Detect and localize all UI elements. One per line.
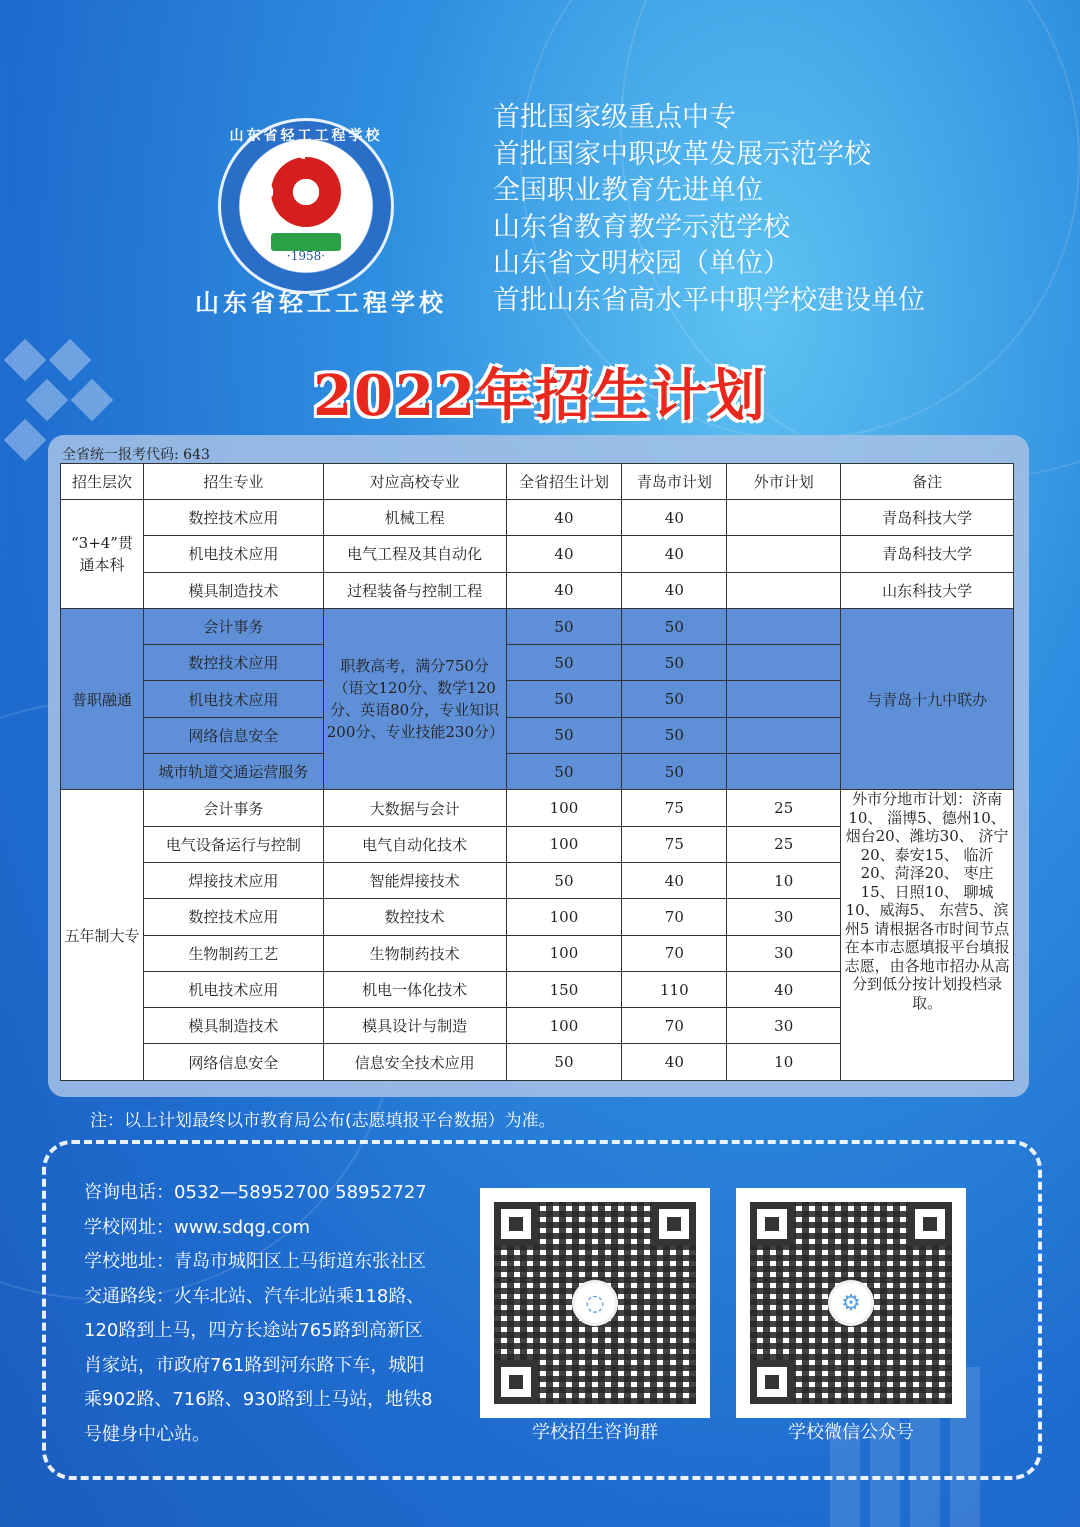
- major-cell: 会计事务: [143, 608, 323, 644]
- major-cell: 模具制造技术: [143, 572, 323, 608]
- level-cell: 五年制大专: [61, 790, 144, 1080]
- qr-finder: [750, 1360, 794, 1404]
- honor-item: 全国职业教育先进单位: [493, 175, 763, 206]
- table-row: [61, 536, 1014, 572]
- table-header-row: [61, 464, 1014, 500]
- contact-route: 交通路线：火车北站、汽车北站乘118路、: [84, 1285, 425, 1307]
- province-cell: 100: [506, 935, 622, 971]
- table-row: [61, 608, 1014, 644]
- qingdao-cell: 50: [622, 681, 727, 717]
- qr-finder: [652, 1202, 696, 1246]
- level-cell: 普职融通: [61, 608, 144, 789]
- qingdao-cell: 40: [622, 536, 727, 572]
- qingdao-cell: 40: [622, 500, 727, 536]
- qingdao-cell: 40: [622, 572, 727, 608]
- province-cell: 100: [506, 790, 622, 826]
- honor-item: 首批山东省高水平中职学校建设单位: [493, 284, 925, 316]
- qingdao-cell: 75: [622, 790, 727, 826]
- college-major-cell: 智能焊接技术: [323, 862, 506, 898]
- other-cell: [727, 681, 841, 717]
- other-cell: 10: [727, 862, 841, 898]
- province-cell: 100: [506, 1008, 622, 1044]
- enrollment-table: [60, 463, 1014, 1081]
- col-header: 招生层次: [61, 464, 144, 500]
- province-cell: 50: [506, 717, 622, 753]
- major-cell: 网络信息安全: [143, 1044, 323, 1080]
- remark-cell: 外市分地市计划：济南10、 淄博5、德州10、 烟台20、潍坊30、 济宁20、泰安15、 临沂20、菏泽20、 枣庄15、日照10、 聊城10、威海5、 东营5、滨州5 请根据各市时间节点在本市志愿填报平台填报志愿，由各地市招办从高分到低分按计划投档录取。: [841, 790, 1014, 1080]
- college-major-cell: 大数据与会计: [323, 790, 506, 826]
- qingdao-cell: 70: [622, 1008, 727, 1044]
- gear-icon: [271, 157, 341, 227]
- table-row: [61, 572, 1014, 608]
- qr-code-group[interactable]: [480, 1188, 710, 1418]
- col-header: 备注: [841, 464, 1014, 500]
- qr-code-official[interactable]: [736, 1188, 966, 1418]
- qingdao-cell: 50: [622, 608, 727, 644]
- contact-route: 120路到上马，四方长途站765路到高新区: [84, 1320, 423, 1341]
- province-cell: 50: [506, 754, 622, 790]
- qr-pattern: [494, 1202, 696, 1404]
- major-cell: 机电技术应用: [143, 971, 323, 1007]
- major-cell: 数控技术应用: [143, 645, 323, 681]
- province-cell: 40: [506, 536, 622, 572]
- qr-finder: [494, 1202, 538, 1246]
- other-cell: 30: [727, 899, 841, 935]
- province-cell: 150: [506, 971, 622, 1007]
- school-logo-icon: ⚙: [828, 1280, 874, 1326]
- logo-year: ·1958·: [286, 248, 326, 263]
- major-cell: 模具制造技术: [143, 1008, 323, 1044]
- qingdao-cell: 110: [622, 971, 727, 1007]
- other-cell: 25: [727, 826, 841, 862]
- other-cell: [727, 536, 841, 572]
- college-major-cell: 机电一体化技术: [323, 971, 506, 1007]
- level-cell: “3+4”贯通本科: [61, 500, 144, 609]
- major-cell: 电气设备运行与控制: [143, 826, 323, 862]
- contact-route: 肖家站，市政府761路到河东路下车，城阳: [84, 1354, 425, 1376]
- qr-label: 学校微信公众号: [788, 1422, 914, 1443]
- college-major-cell: 信息安全技术应用: [323, 1044, 506, 1080]
- other-cell: 30: [727, 1008, 841, 1044]
- contact-address: 学校地址：青岛市城阳区上马街道东张社区: [84, 1251, 426, 1272]
- col-header: 外市计划: [727, 464, 841, 500]
- college-major-cell: 模具设计与制造: [323, 1008, 506, 1044]
- honors-list: [493, 100, 925, 319]
- qr-finder: [750, 1202, 794, 1246]
- qr-finder: [908, 1202, 952, 1246]
- major-cell: 机电技术应用: [143, 536, 323, 572]
- honor-item: 首批国家级重点中专: [493, 102, 736, 133]
- qingdao-cell: 50: [622, 754, 727, 790]
- major-cell: 会计事务: [143, 790, 323, 826]
- other-cell: [727, 572, 841, 608]
- province-cell: 100: [506, 826, 622, 862]
- table-row: [61, 790, 1014, 826]
- college-major-cell: 职教高考，满分750分（语文120分、数学120分、英语80分，专业知识200分、专业技能230分）: [323, 608, 506, 789]
- honor-item: 首批国家中职改革发展示范学校: [493, 138, 871, 170]
- college-major-cell: 数控技术: [323, 899, 506, 935]
- contact-phone: 咨询电话：0532—58952700 58952727: [84, 1182, 427, 1203]
- qingdao-cell: 40: [622, 862, 727, 898]
- qingdao-cell: 70: [622, 899, 727, 935]
- remark-cell: 与青岛十九中联办: [841, 608, 1014, 789]
- qingdao-cell: 40: [622, 1044, 727, 1080]
- major-cell: 数控技术应用: [143, 500, 323, 536]
- other-cell: [727, 500, 841, 536]
- other-cell: 10: [727, 1044, 841, 1080]
- province-cell: 50: [506, 1044, 622, 1080]
- major-cell: 数控技术应用: [143, 899, 323, 935]
- college-major-cell: 过程装备与控制工程: [323, 572, 506, 608]
- qingdao-cell: 70: [622, 935, 727, 971]
- school-name: 山东省轻工工程学校: [195, 288, 447, 317]
- qr-label: 学校招生咨询群: [532, 1422, 658, 1443]
- honor-item: 山东省教育教学示范学校: [493, 211, 790, 243]
- qr-pattern: [750, 1202, 952, 1404]
- contact-website: 学校网址：www.sdqg.com: [84, 1216, 311, 1238]
- footnote: 注：以上计划最终以市教育局公布(志愿填报平台数据）为准。: [90, 1111, 556, 1131]
- college-major-cell: 电气工程及其自动化: [323, 536, 506, 572]
- qingdao-cell: 50: [622, 717, 727, 753]
- col-header: 全省招生计划: [506, 464, 622, 500]
- province-cell: 50: [506, 645, 622, 681]
- school-logo: [218, 118, 394, 294]
- province-cell: 50: [506, 862, 622, 898]
- major-cell: 焊接技术应用: [143, 862, 323, 898]
- college-major-cell: 生物制药技术: [323, 935, 506, 971]
- contact-route: 号健身中心站。: [84, 1423, 210, 1445]
- other-cell: [727, 754, 841, 790]
- chat-icon: ◌: [572, 1280, 618, 1326]
- province-cell: 40: [506, 572, 622, 608]
- college-major-cell: 电气自动化技术: [323, 826, 506, 862]
- logo-ring-text: 山东省轻工工程学校: [229, 128, 383, 144]
- honor-item: 山东省文明校园（单位）: [493, 248, 790, 279]
- major-cell: 机电技术应用: [143, 681, 323, 717]
- major-cell: 网络信息安全: [143, 717, 323, 753]
- other-cell: 40: [727, 971, 841, 1007]
- other-cell: [727, 608, 841, 644]
- contact-info: [84, 1176, 444, 1452]
- col-header: 青岛市计划: [622, 464, 727, 500]
- province-cell: 50: [506, 681, 622, 717]
- other-cell: 30: [727, 935, 841, 971]
- plan-title: 2022年招生计划: [313, 363, 767, 429]
- other-cell: [727, 645, 841, 681]
- major-cell: 城市轨道交通运营服务: [143, 754, 323, 790]
- province-cell: 40: [506, 500, 622, 536]
- exam-code: 全省统一报考代码: 643: [62, 447, 210, 463]
- qingdao-cell: 50: [622, 645, 727, 681]
- contact-route: 乘902路、716路、930路到上马站，地铁8: [84, 1389, 433, 1410]
- col-header: 招生专业: [143, 464, 323, 500]
- province-cell: 100: [506, 899, 622, 935]
- college-major-cell: 机械工程: [323, 500, 506, 536]
- table-row: [61, 500, 1014, 536]
- qr-finder: [494, 1360, 538, 1404]
- major-cell: 生物制药工艺: [143, 935, 323, 971]
- remark-cell: 青岛科技大学: [841, 500, 1014, 536]
- qingdao-cell: 75: [622, 826, 727, 862]
- other-cell: 25: [727, 790, 841, 826]
- province-cell: 50: [506, 608, 622, 644]
- remark-cell: 青岛科技大学: [841, 536, 1014, 572]
- col-header: 对应高校专业: [323, 464, 506, 500]
- remark-cell: 山东科技大学: [841, 572, 1014, 608]
- other-cell: [727, 717, 841, 753]
